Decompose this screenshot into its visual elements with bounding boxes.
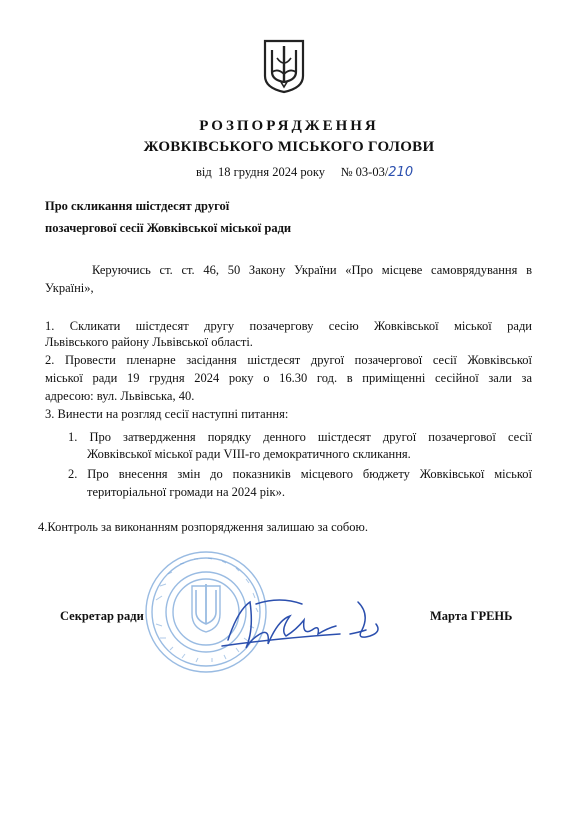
item-2-line-1: 2. Провести пленарне засідання шістдесят другої позачергової сесії Жовківської	[45, 353, 532, 367]
handwritten-signature	[220, 590, 390, 660]
subject-line-2: позачергової сесії Жовківської міської ради	[45, 221, 292, 235]
item-1-line-2: Львівського району Львівської області.	[45, 335, 253, 349]
subitem-1-line-1: 1. Про затвердження порядку денного шістдесят другої позачергової сесії	[68, 430, 532, 444]
date-number-line	[196, 165, 413, 180]
date-text: від 18 грудня 2024 року № 03-03/	[196, 165, 389, 179]
signer-name: Марта ГРЕНЬ	[430, 609, 513, 623]
handwritten-number: 210	[388, 165, 414, 180]
subitem-2-line-1: 2. Про внесення змін до показників місцевого бюджету Жовківської міської	[68, 467, 532, 481]
preamble-line-1: Керуючись ст. ст. 46, 50 Закону України «Про місцеве самоврядування в	[92, 263, 532, 277]
trident-icon	[262, 38, 306, 94]
preamble-line-2: Україні»,	[45, 281, 94, 295]
item-1-line-1: 1. Скликати шістдесят другу позачергову сесію Жовківської міської ради	[45, 319, 532, 333]
item-2-line-3: адресою: вул. Львівська, 40.	[45, 389, 195, 403]
document-title: РОЗПОРЯДЖЕННЯ	[199, 118, 379, 134]
signer-position: Секретар ради	[60, 609, 144, 623]
subitem-2-line-2: територіальної громади на 2024 рік».	[87, 485, 285, 499]
item-3-line-1: 3. Винести на розгляд сесії наступні питання:	[45, 407, 289, 421]
subject-line-1: Про скликання шістдесят другої	[45, 199, 230, 213]
document-issuer: ЖОВКІВСЬКОГО МІСЬКОГО ГОЛОВИ	[143, 139, 435, 155]
item-4: 4.Контроль за виконанням розпорядження залишаю за собою.	[38, 520, 368, 534]
subitem-1-line-2: Жовківської міської ради VIII-го демократичного скликання.	[87, 447, 411, 461]
item-2-line-2: міської ради 19 грудня 2024 року о 16.30 год. в приміщенні сесійної зали за	[45, 371, 532, 385]
